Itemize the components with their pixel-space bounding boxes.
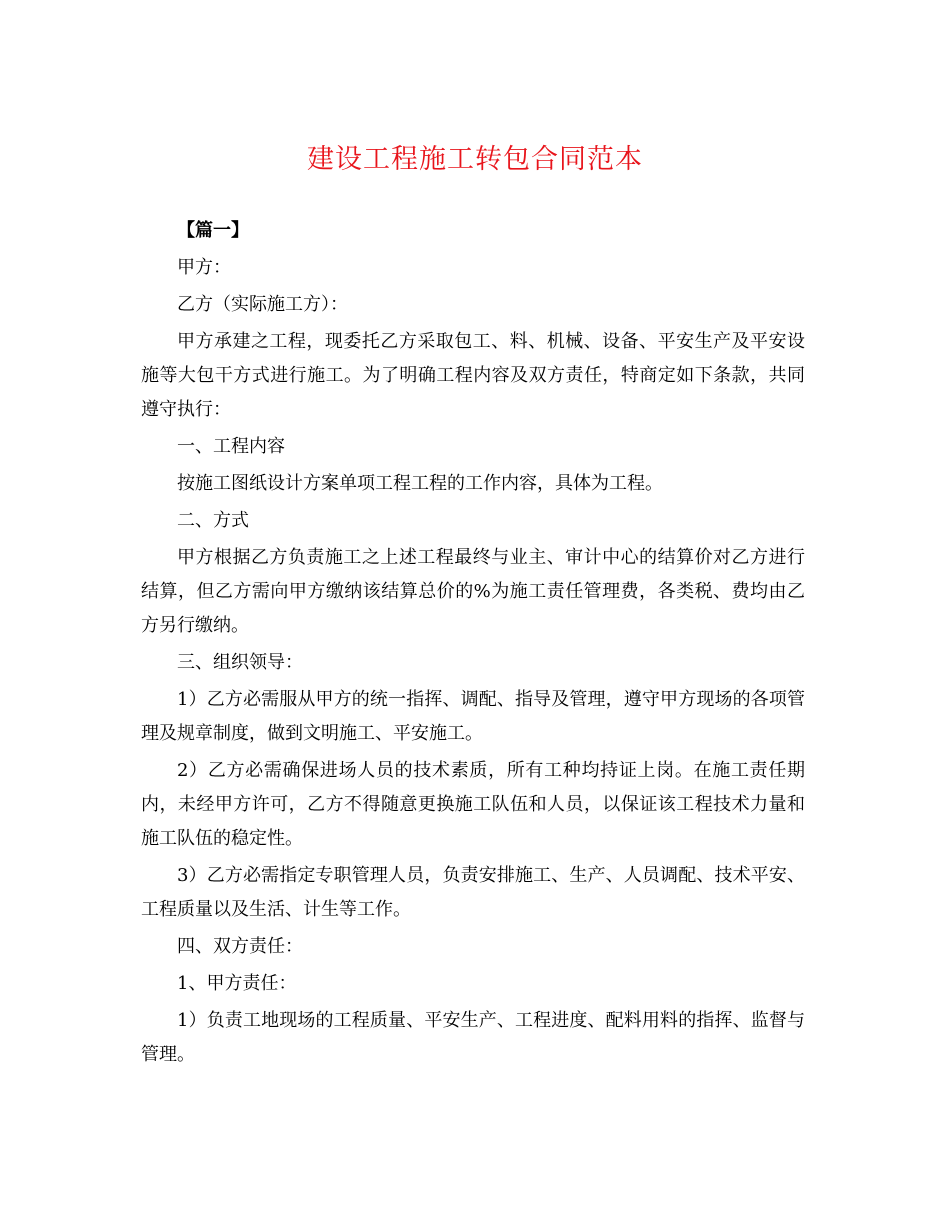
party-a-line: 甲方： [177,257,231,278]
heading-party-a-responsibility: 1、甲方责任： [177,973,297,994]
heading-responsibilities: 四、双方责任： [177,936,303,957]
document-body [141,214,805,1075]
intro-paragraph: 甲方承建之工程，现委托乙方采取包工、料、机械、设备、平安生产及平安设施等大包干方式进行施工。为了明确工程内容及双方责任，特商定如下条款，共同遵守执行： [141,331,805,420]
project-content-paragraph: 按施工图纸设计方案单项工程工程的工作内容，具体为工程。 [177,473,663,494]
section-marker: 【篇一】 [177,220,249,241]
party-b-line: 乙方（实际施工方）： [177,294,348,315]
heading-method: 二、方式 [177,510,249,531]
party-a-responsibility-item-1: 1）负责工地现场的工程质量、平安生产、工程进度、配料用料的指挥、监督与管理。 [141,1010,805,1065]
organization-item-2: 2）乙方必需确保进场人员的技术素质，所有工种均持证上岗。在施工责任期内，未经甲方许可，乙方不得随意更换施工队伍和人员，以保证该工程技术力量和施工队伍的稳定性。 [141,760,805,849]
heading-organization: 三、组织领导： [177,652,303,673]
method-paragraph: 甲方根据乙方负责施工之上述工程最终与业主、审计中心的结算价对乙方进行结算，但乙方需向甲方缴纳该结算总价的%为施工责任管理费，各类税、费均由乙方另行缴纳。 [141,547,805,636]
document-title: 建设工程施工转包合同范本 [307,144,643,175]
heading-project-content: 一、工程内容 [177,436,285,457]
organization-item-1: 1）乙方必需服从甲方的统一指挥、调配、指导及管理，遵守甲方现场的各项管理及规章制度，做到文明施工、平安施工。 [141,689,805,744]
organization-item-3: 3）乙方必需指定专职管理人员，负责安排施工、生产、人员调配、技术平安、工程质量以及生活、计生等工作。 [141,865,805,920]
